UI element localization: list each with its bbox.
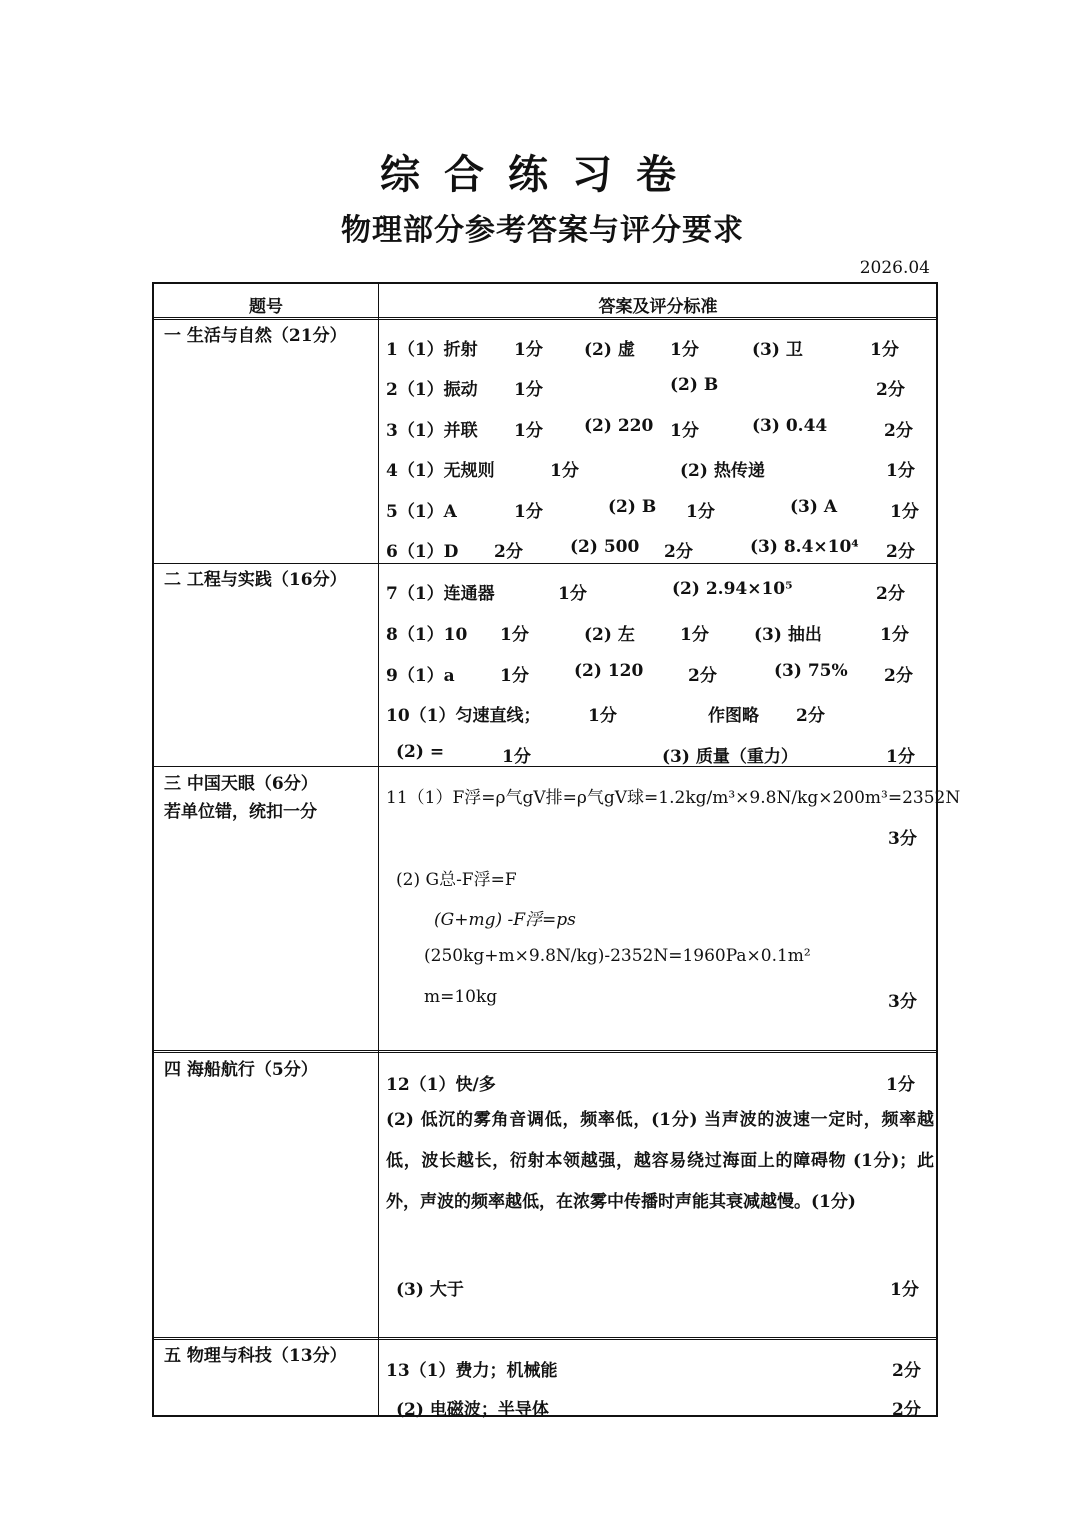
answer-row-q10 xyxy=(386,701,932,727)
score-cell: 1分 xyxy=(870,340,899,360)
answer-row-q12-line1 xyxy=(386,1070,932,1096)
column-divider xyxy=(378,284,379,1415)
score-cell: 1分 xyxy=(886,461,915,481)
answer-cell: 6（1）D xyxy=(386,542,459,562)
page-subtitle: 物理部分参考答案与评分要求 xyxy=(341,213,744,248)
answer-row-q8 xyxy=(386,620,932,646)
score-cell: 1分 xyxy=(886,747,915,767)
answer-cell: 2（1）振动 xyxy=(386,380,478,400)
answer-row-q6 xyxy=(386,537,932,563)
score-cell: 2分 xyxy=(796,706,825,726)
col-header-number: 题号 xyxy=(249,297,283,317)
score-cell: 1分 xyxy=(514,380,543,400)
answer-row-q11-line1 xyxy=(386,783,961,809)
score-cell: 2分 xyxy=(884,666,913,686)
score-cell: 1分 xyxy=(886,1075,915,1095)
score-cell: 1分 xyxy=(500,625,529,645)
answer-cell: 9（1）a xyxy=(386,666,455,686)
score-cell: 2分 xyxy=(876,380,905,400)
page-title: 综合练习卷 xyxy=(380,152,700,198)
answer-row-q11-line4 xyxy=(386,946,932,972)
answer-row-q5 xyxy=(386,497,932,523)
answer-cell: (2) 虚 xyxy=(584,340,635,360)
answer-cell: 12（1）快/多 xyxy=(386,1075,496,1095)
score-cell: 1分 xyxy=(670,340,699,360)
answer-row-q7 xyxy=(386,579,932,605)
answer-cell: (2) 左 xyxy=(584,625,635,645)
formula-text: (250kg+m×9.8N/kg)-2352N=1960Pa×0.1m² xyxy=(424,946,811,966)
answer-row-q1 xyxy=(386,335,932,361)
score-cell: 1分 xyxy=(514,340,543,360)
answer-row-q9 xyxy=(386,661,932,687)
answer-cell: 13（1）费力；机械能 xyxy=(386,1361,558,1381)
score-cell: 1分 xyxy=(588,706,617,726)
formula-text: (2) G总-F浮=F xyxy=(396,870,517,890)
score-cell: 2分 xyxy=(688,666,717,686)
answer-cell: (2) 热传递 xyxy=(680,461,765,481)
score-cell: 3分 xyxy=(888,829,917,849)
answer-cell: (3) 大于 xyxy=(396,1280,464,1300)
score-cell: 1分 xyxy=(670,421,699,441)
section-label-1: 一 生活与自然（21分） xyxy=(164,326,347,346)
score-cell: 1分 xyxy=(502,747,531,767)
score-cell: 1分 xyxy=(890,502,919,522)
formula-text: (G+mg) -F浮=ps xyxy=(434,910,576,930)
score-cell: 2分 xyxy=(494,542,523,562)
answer-cell: (3) A xyxy=(790,497,838,517)
section-label-2: 二 工程与实践（16分） xyxy=(164,570,347,590)
answer-row-q4 xyxy=(386,456,932,482)
col-header-answer: 答案及评分标准 xyxy=(598,297,718,317)
answer-row-q10b xyxy=(386,742,932,768)
answer-row-q13-line2 xyxy=(386,1395,932,1421)
score-cell: 3分 xyxy=(888,992,917,1012)
section-label-4: 四 海船航行（5分） xyxy=(164,1060,318,1080)
answer-row-q11-line2 xyxy=(386,865,932,891)
score-cell: 1分 xyxy=(500,666,529,686)
score-cell: 1分 xyxy=(550,461,579,481)
answer-cell: (3) 0.44 xyxy=(752,416,828,436)
score-cell: 2分 xyxy=(892,1361,921,1381)
section-label-5: 五 物理与科技（13分） xyxy=(164,1346,347,1366)
answer-cell: (2) 电磁波；半导体 xyxy=(396,1400,549,1420)
answer-cell: 5（1）A xyxy=(386,502,457,522)
answer-row-q12-line3 xyxy=(386,1275,932,1301)
answer-row-q11-line5 xyxy=(386,987,932,1013)
score-cell: 2分 xyxy=(664,542,693,562)
answer-row-q11-line3 xyxy=(386,905,932,931)
score-cell: 2分 xyxy=(886,542,915,562)
score-cell: 2分 xyxy=(884,421,913,441)
score-cell: 2分 xyxy=(892,1400,921,1420)
answer-row-q11-score1 xyxy=(386,824,932,850)
header-divider xyxy=(154,317,936,320)
answer-cell: 4（1）无规则 xyxy=(386,461,495,481)
answer-cell: 3（1）并联 xyxy=(386,421,478,441)
answer-cell: (2) 120 xyxy=(574,661,644,681)
formula-text: 11（1）F浮=ρ气gV排=ρ气gV球=1.2kg/m³×9.8N/kg×200m³=2352N xyxy=(386,788,961,808)
answer-cell: (3) 8.4×10⁴ xyxy=(750,537,859,557)
section-label-3: 三 中国天眼（6分） xyxy=(164,774,318,794)
answer-cell: 10（1）匀速直线； xyxy=(386,706,541,726)
answer-cell: (3) 75% xyxy=(774,661,848,681)
score-cell: 1分 xyxy=(880,625,909,645)
section-divider xyxy=(154,1337,936,1340)
answer-cell: (2) = xyxy=(396,742,445,762)
answer-cell: (2) 220 xyxy=(584,416,654,436)
section-note-3: 若单位错，统扣一分 xyxy=(164,802,317,822)
score-cell: 1分 xyxy=(558,584,587,604)
score-cell: 1分 xyxy=(686,502,715,522)
score-cell: 2分 xyxy=(876,584,905,604)
answer-cell: 作图略 xyxy=(708,706,759,726)
score-cell: 1分 xyxy=(514,502,543,522)
answer-cell: (2) 2.94×10⁵ xyxy=(672,579,793,599)
answer-cell: (2) B xyxy=(608,497,657,517)
section-divider xyxy=(154,1050,936,1053)
date-label: 2026.04 xyxy=(859,258,930,278)
answer-cell: (3) 抽出 xyxy=(754,625,822,645)
answer-row-q13-line1 xyxy=(386,1356,932,1382)
answer-row-q2 xyxy=(386,375,932,401)
answer-table xyxy=(152,282,961,1420)
answer-cell: (2) 500 xyxy=(570,537,640,557)
answer-cell: 1（1）折射 xyxy=(386,340,478,360)
answer-cell: (2) B xyxy=(670,375,719,395)
answer-cell: (3) 卫 xyxy=(752,340,803,360)
answer-cell: (3) 质量（重力） xyxy=(662,747,798,767)
answer-cell: 7（1）连通器 xyxy=(386,584,495,604)
answer-paragraph-q12: (2) 低沉的雾角音调低，频率低，(1分) 当声波的波速一定时，频率越低，波长越长，衍射本领越强，越容易绕过海面上的障碍物 (1分)；此外，声波的频率越低，在浓雾中传播时声能其衰减越慢。(1分) xyxy=(386,1110,934,1212)
section-divider xyxy=(154,563,936,564)
score-cell: 1分 xyxy=(890,1280,919,1300)
answer-cell: 8（1）10 xyxy=(386,625,468,645)
score-cell: 1分 xyxy=(680,625,709,645)
formula-text: m=10kg xyxy=(424,987,498,1007)
answer-row-q3 xyxy=(386,416,932,442)
score-cell: 1分 xyxy=(514,421,543,441)
